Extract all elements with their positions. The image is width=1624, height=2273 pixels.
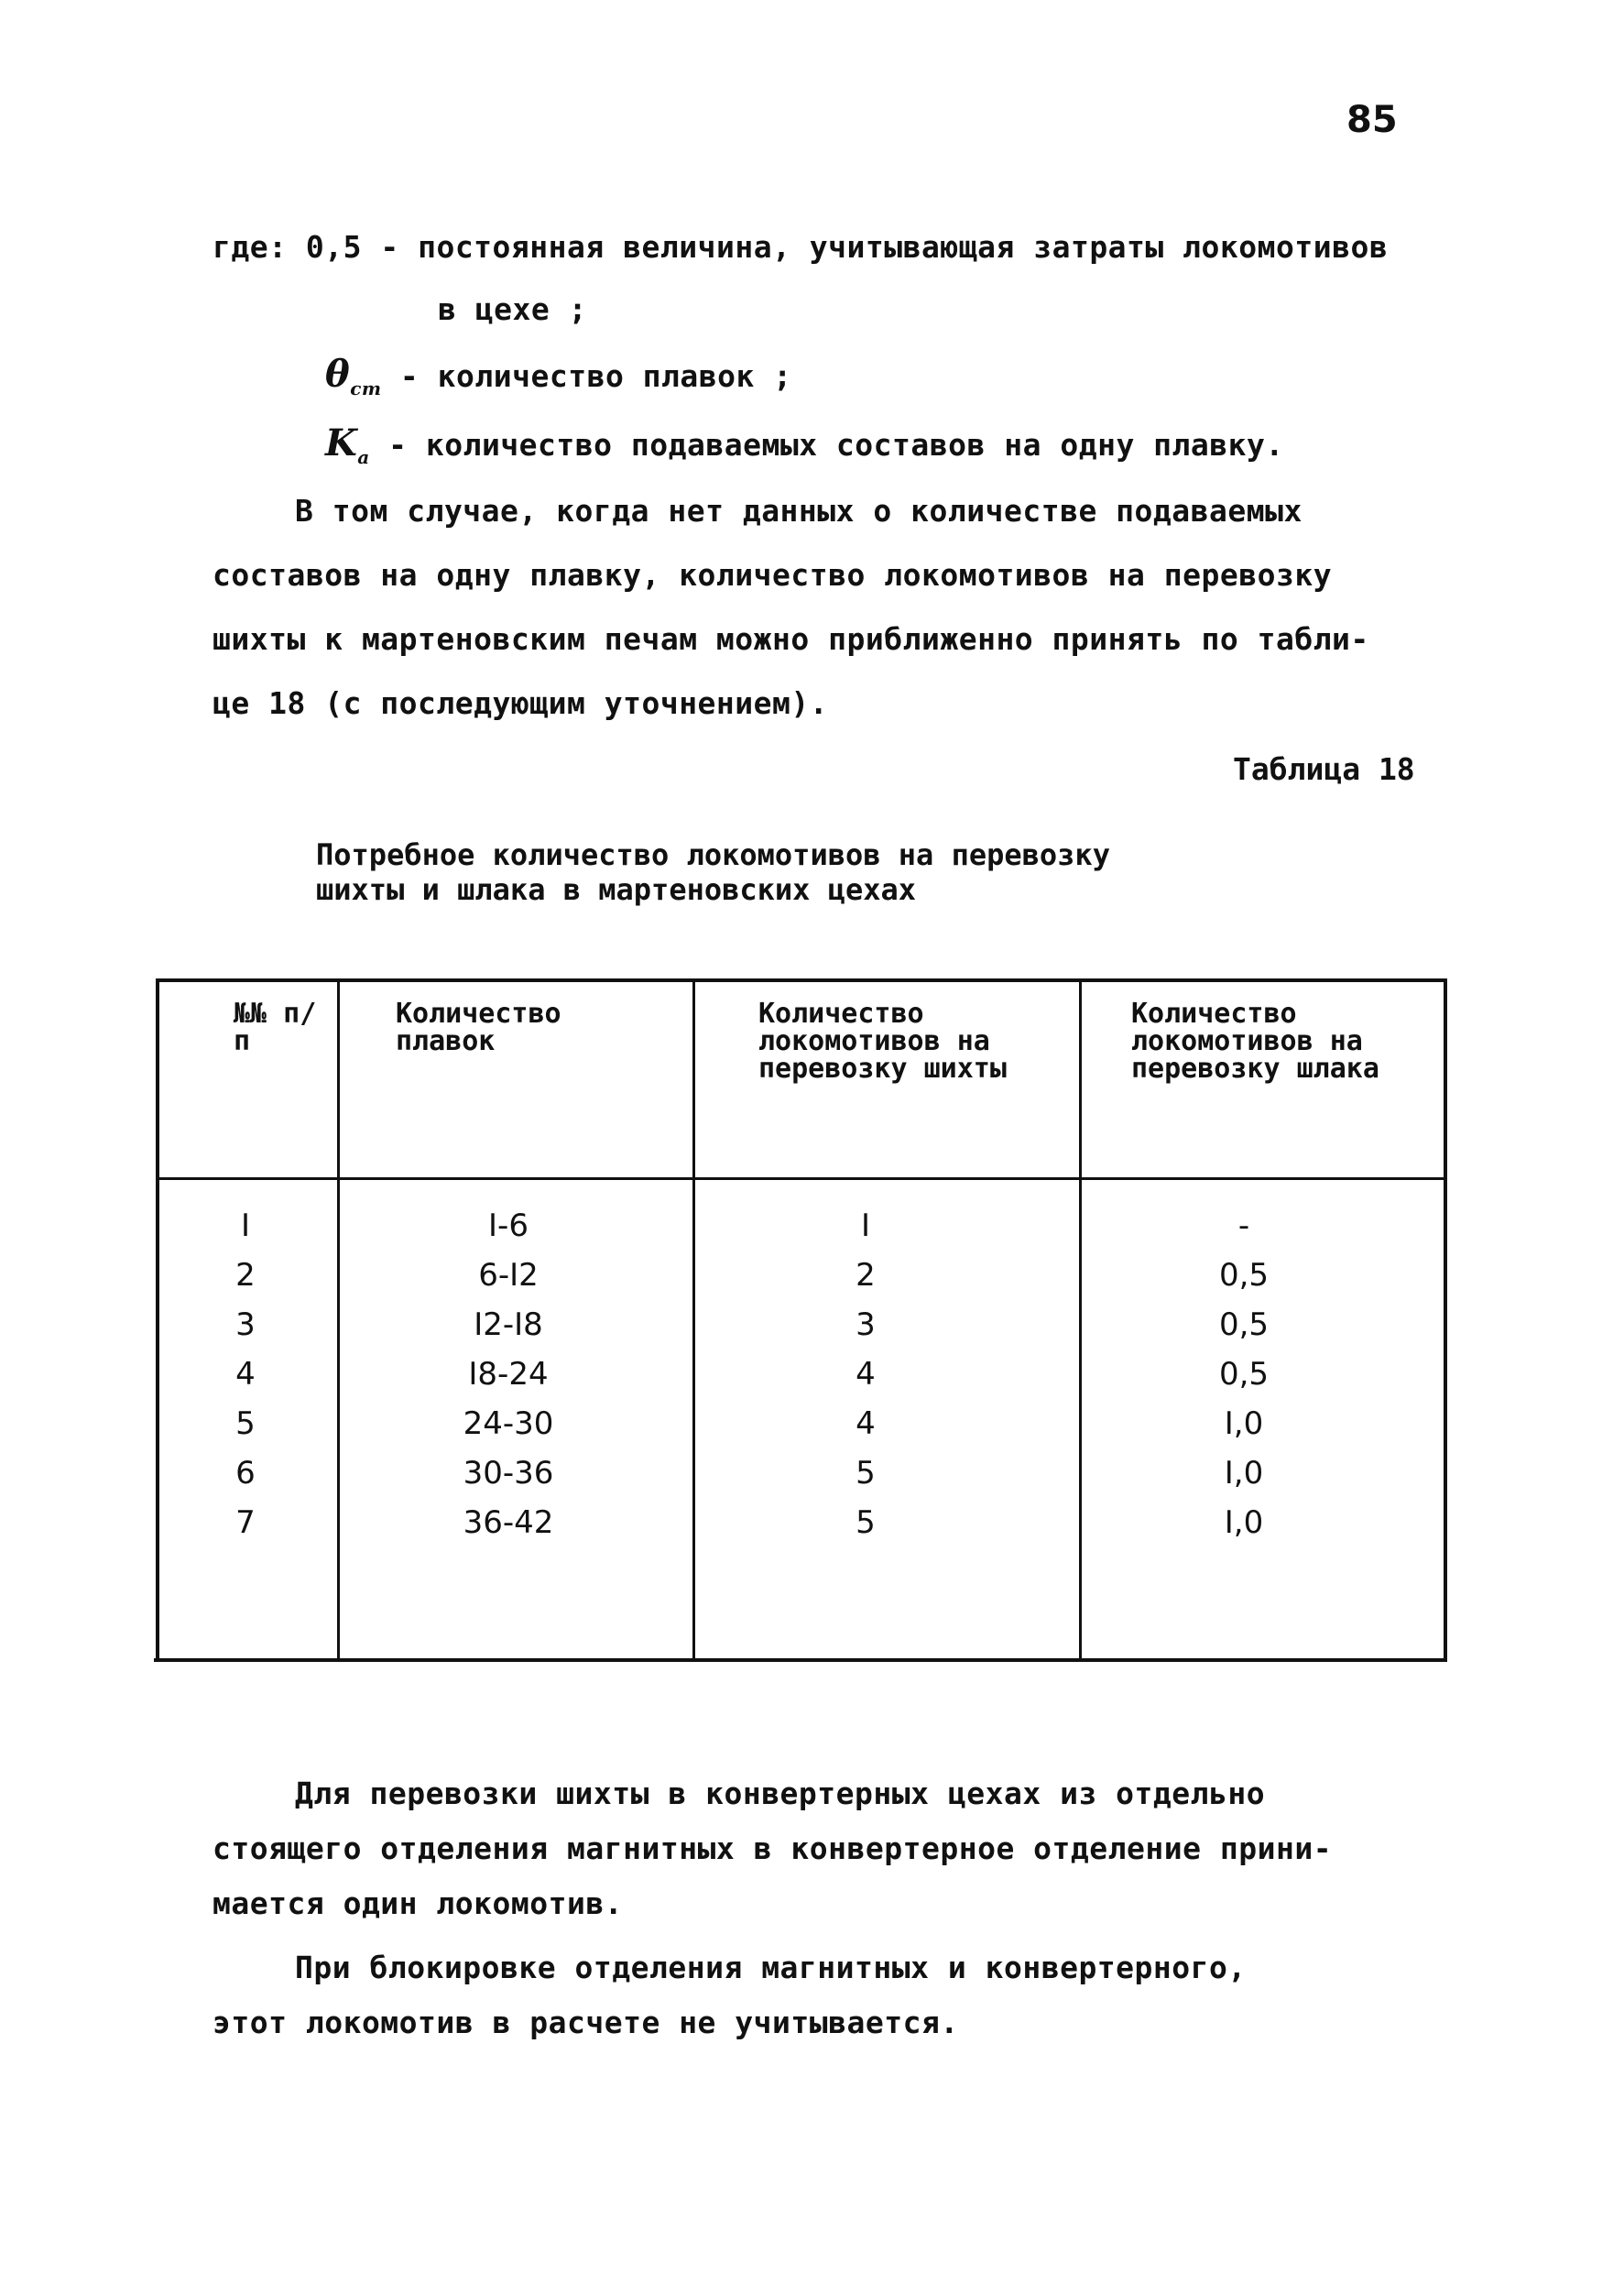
table-cell-number: 7 (235, 1504, 256, 1541)
table-cell-number: 5 (235, 1405, 256, 1442)
table-cell-slag: 0,5 (1218, 1257, 1270, 1294)
table-border-top (156, 978, 1447, 982)
table-cell-melts: I2-I8 (474, 1306, 543, 1343)
table-cell-charge: 5 (856, 1504, 876, 1541)
table-border-right (1444, 978, 1447, 1662)
theta-line (325, 353, 792, 399)
constant-description-cont: в цехе ; (438, 291, 587, 327)
table-col-divider-1 (337, 978, 340, 1662)
table-caption-line-1: Потребное количество локомотивов на перевозку (316, 837, 1110, 872)
table-caption (316, 837, 1110, 907)
where-label: где: (213, 229, 288, 265)
table-col-divider-2 (692, 978, 695, 1662)
constant-description: - постоянная величина, учитывающая затраты локомотивов (380, 229, 1389, 265)
table-cell-slag: I,0 (1224, 1455, 1264, 1492)
k-line (325, 421, 1284, 468)
table-border-bottom (154, 1658, 1447, 1662)
table-cell-number: 6 (235, 1455, 256, 1492)
table-label: Таблица 18 (1233, 751, 1415, 787)
theta-description: - количество плавок ; (399, 358, 792, 394)
constant-value: 0,5 (305, 229, 362, 265)
table-cell-slag: 0,5 (1218, 1306, 1270, 1343)
paragraph-2-line-2: стоящего отделения магнитных в конвертерное отделение прини- (213, 1830, 1333, 1866)
table-cell-charge: I (860, 1208, 871, 1244)
table-cell-number: I (240, 1208, 251, 1244)
paragraph-1-line-1: В том случае, когда нет данных о количестве подаваемых (295, 493, 1302, 529)
table-cell-charge: 4 (856, 1405, 876, 1442)
paragraph-2-line-3: мается один локомотив. (213, 1885, 624, 1921)
table-cell-melts: 36-42 (463, 1504, 554, 1541)
paragraph-1-line-4: це 18 (с последующим уточнением). (213, 685, 829, 721)
table-cell-melts: 6-I2 (478, 1257, 539, 1294)
table-cell-charge: 3 (856, 1306, 876, 1343)
table-cell-number: 4 (235, 1356, 256, 1393)
table-header-slag-locos: Количество локомотивов на перевозку шлака (1131, 998, 1379, 1085)
table-cell-melts: I-6 (488, 1208, 529, 1244)
page-number: 85 (1346, 99, 1398, 141)
table-col-divider-3 (1079, 978, 1082, 1662)
paragraph-3-line-1: При блокировке отделения магнитных и конвертерного, (295, 1950, 1247, 1985)
table-cell-melts: 30-36 (463, 1455, 554, 1492)
k-description: - количество подаваемых составов на одну плавку. (388, 427, 1284, 463)
table-caption-line-2: шихты и шлака в мартеновских цехах (316, 872, 917, 907)
table-cell-slag: 0,5 (1218, 1356, 1270, 1393)
table-cell-charge: 4 (856, 1356, 876, 1393)
table-cell-charge: 5 (856, 1455, 876, 1492)
paragraph-3-line-2: этот локомотив в расчете не учитывается. (213, 2005, 959, 2040)
table-header-number: №№ п/п (234, 998, 317, 1057)
table-cell-melts: I8-24 (468, 1356, 549, 1393)
paragraph-2-line-1: Для перевозки шихты в конвертерных цехах из отдельно (295, 1776, 1266, 1811)
table-cell-number: 2 (235, 1257, 256, 1294)
table-cell-number: 3 (235, 1306, 256, 1343)
theta-symbol: $\theta_{ст}$ (325, 353, 382, 399)
table-header-divider (156, 1177, 1447, 1180)
table-header-melts: Количество плавок (396, 998, 561, 1057)
k-symbol: $K_а$ (325, 421, 370, 468)
where-line-1 (213, 229, 1388, 265)
paragraph-1-line-2: составов на одну плавку, количество локомотивов на перевозку (213, 557, 1333, 593)
table-cell-melts: 24-30 (463, 1405, 554, 1442)
table-border-left (156, 978, 159, 1662)
table-cell-slag: - (1237, 1208, 1250, 1244)
paragraph-1-line-3: шихты к мартеновским печам можно приближенно принять по табли- (213, 621, 1369, 657)
table-cell-slag: I,0 (1224, 1405, 1264, 1442)
table-cell-charge: 2 (856, 1257, 876, 1294)
table-cell-slag: I,0 (1224, 1504, 1264, 1541)
table-header-charge-locos: Количество локомотивов на перевозку шихты (758, 998, 1007, 1085)
